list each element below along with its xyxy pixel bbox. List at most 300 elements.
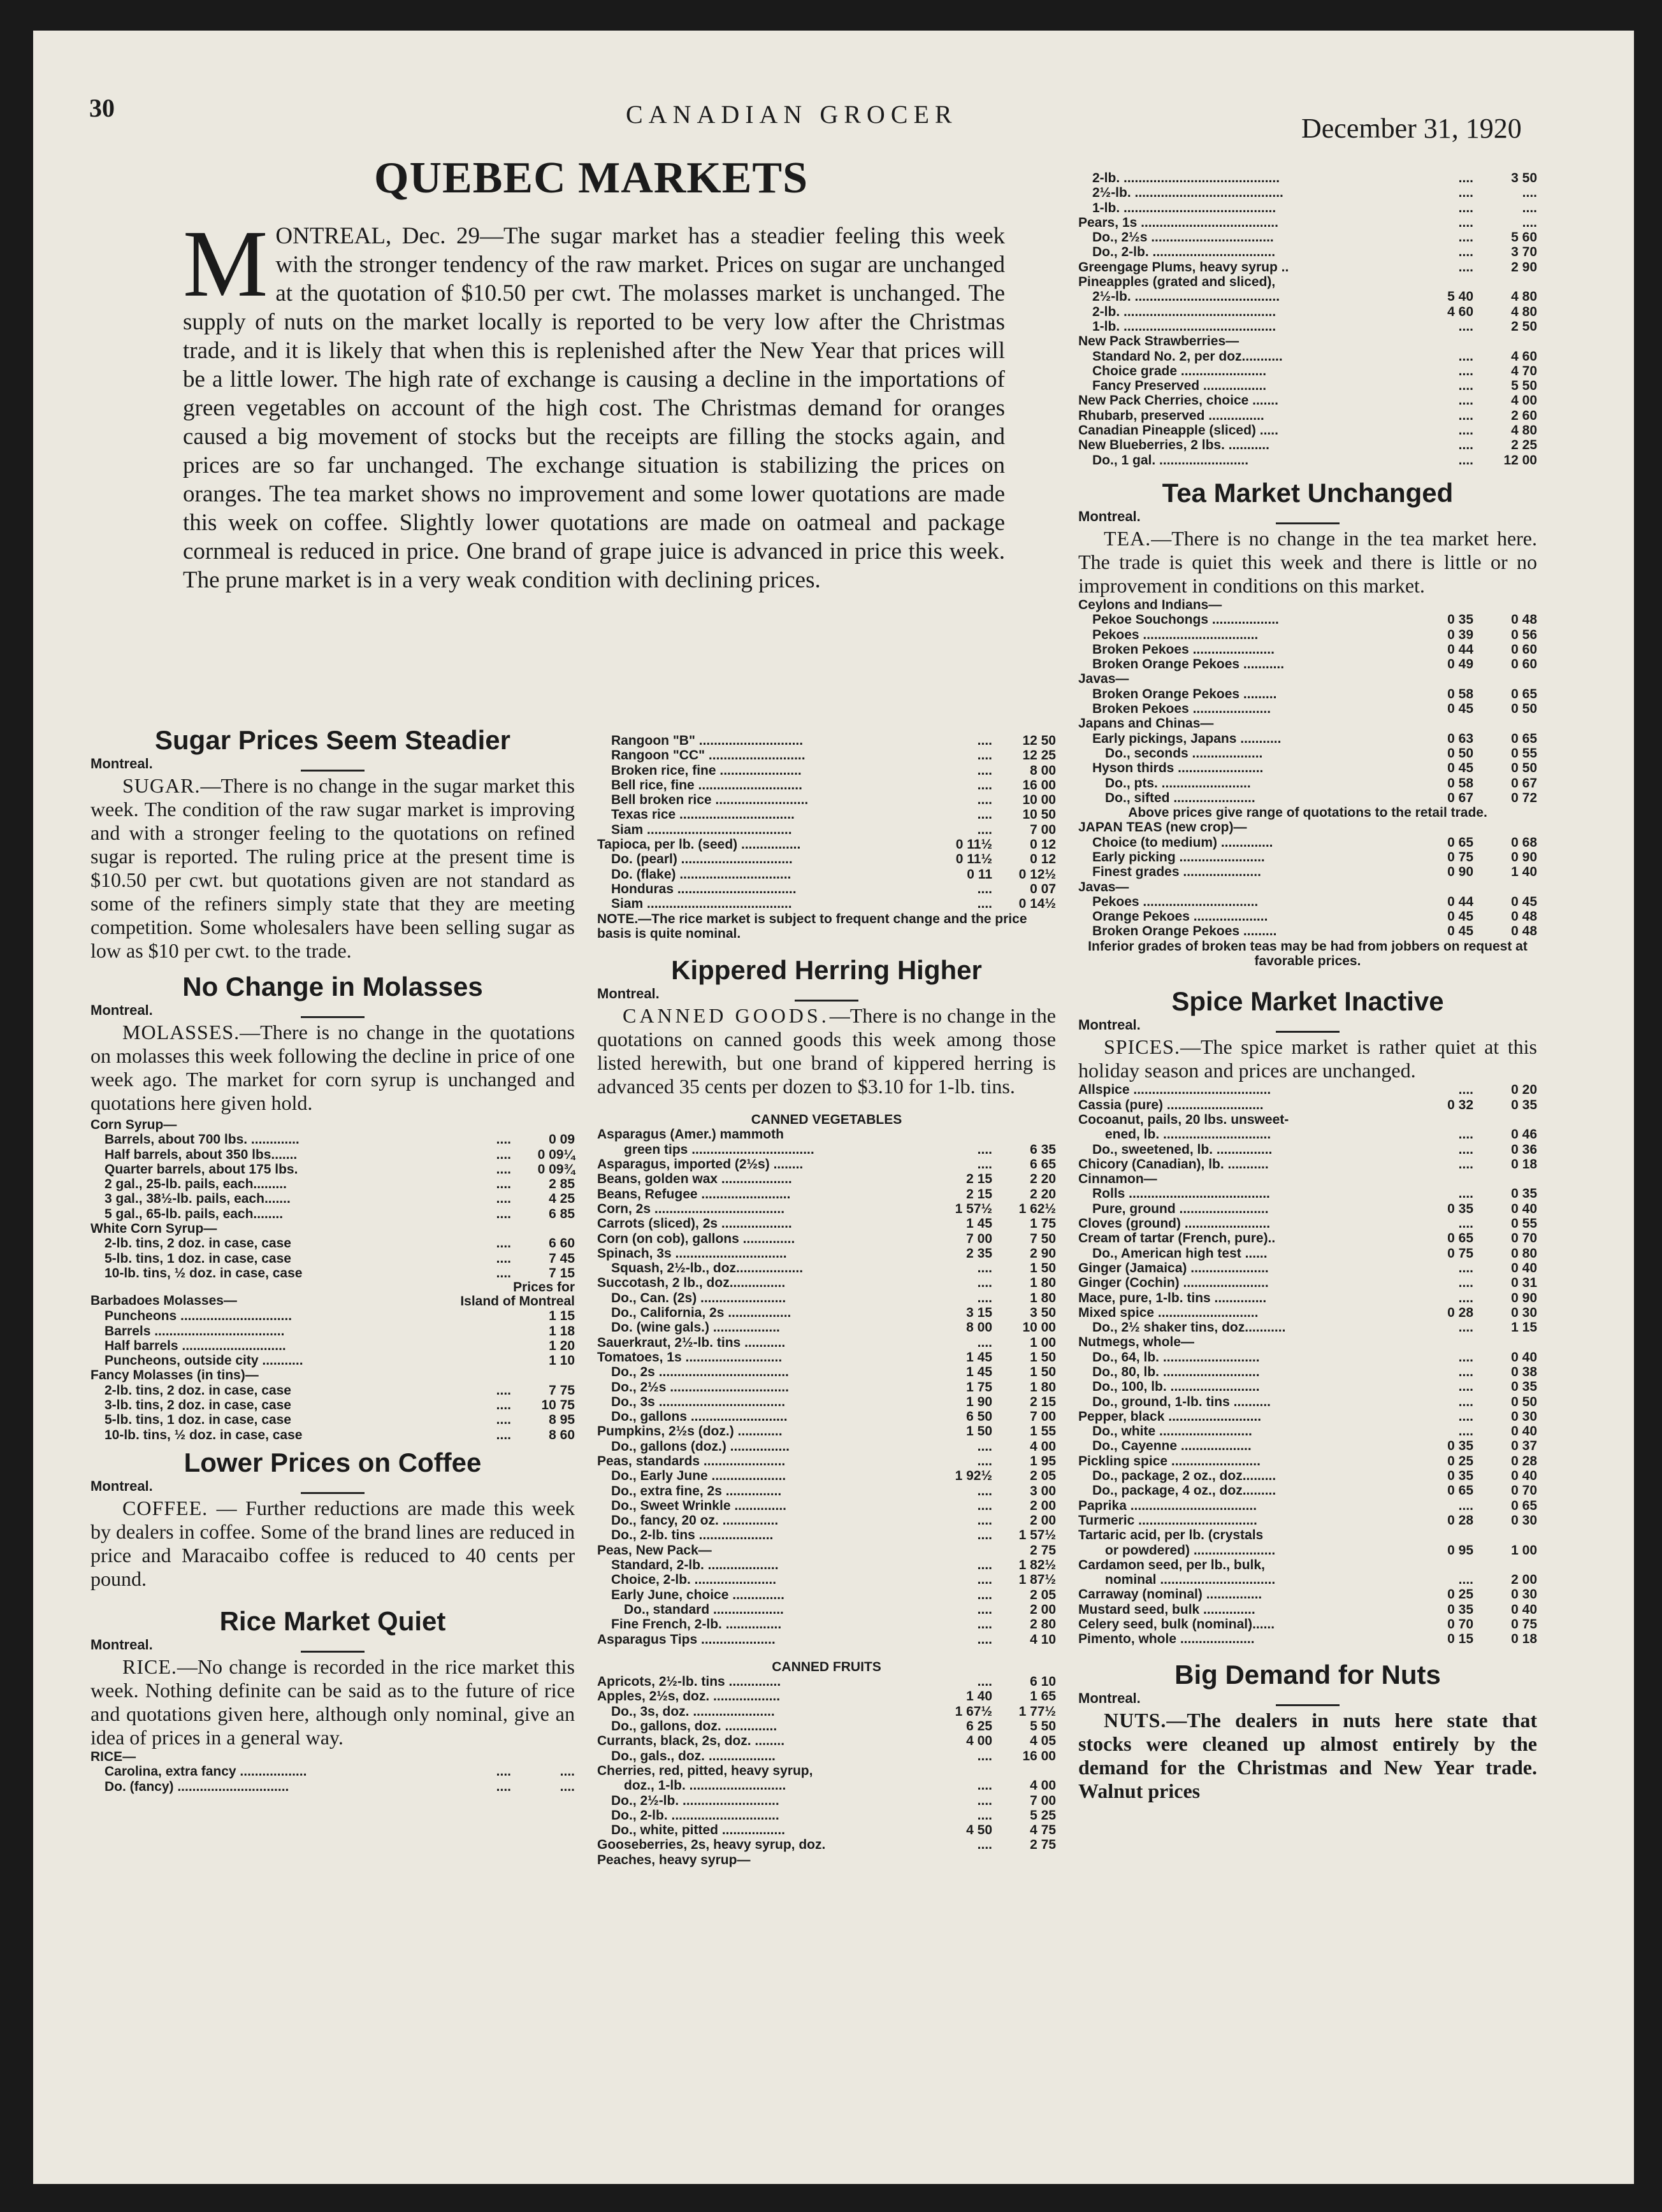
item-name: Do., standard ...................	[624, 1602, 784, 1617]
price-low: 2 15	[966, 1172, 992, 1187]
price-row	[90, 1266, 575, 1281]
price-high: 0 48	[1511, 909, 1537, 924]
price-row	[1078, 642, 1537, 657]
item-name: Do., 2-lb. .................................	[1092, 245, 1276, 260]
item-name: Hyson thirds .......................	[1092, 761, 1264, 776]
item-name: Do., 80, lb. ..........................	[1092, 1365, 1260, 1379]
price-low: 1 92½	[955, 1469, 992, 1484]
price-low: 1 45	[966, 1349, 992, 1365]
item-name: Celery seed, bulk (nominal)......	[1078, 1617, 1275, 1632]
item-name: Squash, 2½-lb., doz..................	[611, 1261, 804, 1276]
price-low: ....	[977, 1778, 992, 1793]
price-high: 12 25	[1022, 748, 1056, 763]
price-low: ....	[977, 793, 992, 808]
spice-price-table	[1078, 1082, 1537, 1646]
price-row	[1078, 909, 1537, 924]
price-high: 2 90	[1030, 1246, 1056, 1261]
price-low: 0 11½	[955, 837, 992, 852]
price-high	[1473, 1335, 1537, 1349]
price-row	[597, 1320, 1056, 1335]
price-row	[1078, 171, 1537, 185]
item-name: Cardamon seed, per lb., bulk,	[1078, 1557, 1265, 1572]
item-name: Barrels, about 700 lbs. .............	[105, 1132, 300, 1147]
price-low: 2 35	[966, 1246, 992, 1261]
price-low: 0 58	[1447, 775, 1473, 791]
issue-date: December 31, 1920	[1301, 113, 1522, 144]
item-name: Peas, New Pack—	[597, 1542, 712, 1558]
price-high	[1473, 880, 1537, 894]
item-name: Do., white .........................	[1092, 1424, 1252, 1439]
price-high	[1473, 1558, 1537, 1572]
price-high: 0 07	[1030, 881, 1056, 896]
price-row	[1078, 776, 1537, 791]
item-name: Pekoe Souchongs ..................	[1092, 612, 1279, 628]
price-low	[1403, 716, 1473, 731]
price-row	[1078, 201, 1537, 215]
price-low: ....	[496, 1251, 511, 1266]
price-high	[1473, 1172, 1537, 1186]
price-low: 6 25	[966, 1719, 992, 1734]
prices-header	[358, 1281, 575, 1309]
price-row	[1078, 1231, 1537, 1246]
canned-fruits-heading: CANNED FRUITS	[772, 1659, 881, 1674]
price-row	[597, 1793, 1056, 1808]
item-name: Do., gallons, doz. ..............	[611, 1719, 777, 1734]
price-high: 0 12	[1030, 852, 1056, 867]
item-name: green tips .................................	[624, 1142, 814, 1157]
price-row	[597, 1350, 1056, 1365]
price-low: 0 95	[1447, 1542, 1473, 1558]
price-row	[90, 1221, 575, 1236]
item-name: Do., ground, 1-lb. tins ..........	[1092, 1394, 1271, 1409]
price-high: 2 00	[1030, 1602, 1056, 1617]
item-name: Tomatoes, 1s ..........................	[597, 1349, 783, 1365]
price-low: ....	[496, 1427, 511, 1442]
price-low: ....	[977, 1498, 992, 1513]
price-high	[992, 1853, 1056, 1867]
item-name: Finest grades .....................	[1092, 865, 1261, 880]
price-row	[1078, 1572, 1537, 1587]
price-high: 0 40	[1511, 1260, 1537, 1275]
price-high	[511, 1117, 575, 1132]
price-low: 0 65	[1447, 835, 1473, 850]
item-name: 2½-lb. ........................................	[1092, 185, 1283, 201]
price-row	[1078, 1379, 1537, 1394]
item-name: Do., package, 2 oz., doz.........	[1092, 1469, 1276, 1484]
price-high: 6 65	[1030, 1157, 1056, 1172]
item-name: White Corn Syrup—	[90, 1221, 217, 1237]
price-high: 12 00	[1503, 452, 1537, 468]
price-row	[597, 867, 1056, 882]
price-high: 2 20	[1030, 1172, 1056, 1187]
price-high: 0 40	[1511, 1349, 1537, 1365]
price-low: ....	[496, 1147, 511, 1162]
price-high: ....	[1522, 215, 1537, 230]
price-high: 2 20	[1030, 1186, 1056, 1202]
price-low: 0 35	[1447, 612, 1473, 628]
price-low: 0 90	[1447, 865, 1473, 880]
price-high	[992, 1763, 1056, 1778]
price-high: 2 00	[1030, 1513, 1056, 1528]
item-name: Do., white, pitted .................	[611, 1823, 786, 1838]
price-low: ....	[496, 1265, 511, 1281]
divider	[301, 1651, 365, 1653]
price-row	[597, 1246, 1056, 1261]
price-low: ....	[977, 1558, 992, 1573]
price-row	[597, 1837, 1056, 1852]
price-row	[90, 1162, 575, 1177]
price-low: 0 70	[1447, 1617, 1473, 1632]
price-high: 4 25	[549, 1191, 575, 1207]
price-high: 16 00	[1022, 777, 1056, 793]
price-low	[454, 1309, 511, 1323]
price-high: 1 20	[549, 1338, 575, 1353]
price-row	[90, 1412, 575, 1427]
price-high: 0 38	[1511, 1365, 1537, 1379]
item-name: Allspice .....................................	[1078, 1082, 1271, 1098]
price-row	[1078, 1335, 1537, 1349]
price-high: 0 48	[1511, 612, 1537, 628]
price-high: 10 00	[1022, 793, 1056, 808]
price-high: 1 50	[1030, 1365, 1056, 1380]
price-row	[1078, 1483, 1537, 1498]
price-high: 2 60	[1511, 408, 1537, 423]
price-high: 0 09	[549, 1132, 575, 1147]
price-row	[1078, 1082, 1537, 1097]
item-name: nominal ...............................	[1105, 1572, 1276, 1588]
price-row	[597, 1454, 1056, 1469]
price-row	[1078, 275, 1537, 289]
item-name: Choice (to medium) ..............	[1092, 835, 1273, 850]
price-low: ....	[496, 1398, 511, 1413]
price-low: ....	[1458, 348, 1473, 364]
price-low: ....	[977, 1572, 992, 1588]
price-low: ....	[1458, 245, 1473, 260]
price-row	[597, 1853, 1056, 1867]
price-row	[597, 1305, 1056, 1320]
price-low: ....	[1458, 1260, 1473, 1275]
price-low: 0 67	[1447, 790, 1473, 805]
price-low	[454, 1324, 511, 1339]
price-row	[597, 1572, 1056, 1587]
price-high	[1473, 716, 1537, 731]
price-row	[90, 1779, 575, 1794]
item-name: Do., gallons ..........................	[611, 1409, 788, 1425]
item-name: Puncheons, outside city ...........	[105, 1353, 303, 1368]
rice-note: NOTE.—The rice market is subject to frequent change and the price basis is quite nominal.	[597, 911, 1027, 941]
price-low: 1 57½	[955, 1201, 992, 1216]
item-name: Do., 2½ shaker tins, doz...........	[1092, 1320, 1286, 1335]
price-high: 0 40	[1511, 1602, 1537, 1617]
price-low: 2 15	[966, 1186, 992, 1202]
item-name: Ginger (Cochin) .......................	[1078, 1275, 1269, 1291]
price-low: ....	[1458, 1572, 1473, 1588]
price-low	[1403, 1112, 1473, 1127]
price-row	[1078, 1528, 1537, 1542]
price-low: ....	[1458, 1424, 1473, 1439]
price-high: 8 00	[1030, 763, 1056, 778]
price-row	[597, 1808, 1056, 1823]
price-high: 1 10	[549, 1353, 575, 1368]
price-high: 8 60	[549, 1427, 575, 1442]
price-high: 7 75	[549, 1382, 575, 1398]
price-row	[90, 1383, 575, 1398]
price-row	[1078, 245, 1537, 259]
price-low: ....	[1458, 1498, 1473, 1513]
price-high: 0 68	[1511, 835, 1537, 850]
price-high: 0 40	[1511, 1424, 1537, 1439]
price-low: ....	[1458, 1186, 1473, 1202]
tea-headline: Tea Market Unchanged	[1162, 477, 1454, 508]
barbados-label: Barbadoes Molasses—	[90, 1293, 237, 1309]
price-high: 1 87½	[1018, 1572, 1056, 1588]
price-row	[1078, 319, 1537, 334]
price-high: 4 10	[1030, 1632, 1056, 1647]
price-low: 0 75	[1447, 849, 1473, 865]
item-name: Do., sifted ......................	[1105, 790, 1255, 805]
price-row	[597, 1513, 1056, 1528]
price-high: 1 65	[1030, 1689, 1056, 1704]
price-high: 0 30	[1511, 1512, 1537, 1528]
coffee-headline: Lower Prices on Coffee	[184, 1447, 482, 1477]
price-high	[1473, 275, 1537, 289]
price-row	[1078, 1395, 1537, 1409]
price-low: ....	[977, 733, 992, 748]
item-name: Half barrels, about 350 lbs.......	[105, 1147, 298, 1162]
item-name: Early June, choice ..............	[611, 1587, 784, 1602]
price-row	[1078, 438, 1537, 452]
price-high: 1 15	[1511, 1320, 1537, 1335]
price-high: 5 25	[1030, 1807, 1056, 1823]
price-high: 0 90	[1511, 1290, 1537, 1305]
price-row	[1078, 1513, 1537, 1528]
item-name: Barrels ...................................	[105, 1323, 285, 1339]
price-low: ....	[1458, 423, 1473, 438]
item-name: Mace, pure, 1-lb. tins ..............	[1078, 1290, 1267, 1305]
item-name: Nutmegs, whole—	[1078, 1335, 1195, 1350]
item-name: Gooseberries, 2s, heavy syrup, doz.	[597, 1837, 826, 1853]
item-name: Choice, 2-lb. ......................	[611, 1572, 777, 1588]
price-high	[1473, 672, 1537, 686]
price-high: 0 65	[1511, 686, 1537, 701]
price-low: 0 32	[1447, 1097, 1473, 1112]
rice-dateline: Montreal.	[90, 1636, 153, 1653]
price-row	[597, 1823, 1056, 1837]
item-name: Do., Can. (2s) .......................	[611, 1290, 786, 1305]
item-name: Do., American high test ......	[1092, 1246, 1268, 1261]
price-row	[1078, 260, 1537, 275]
price-high: 0 50	[1511, 701, 1537, 717]
price-low	[454, 1353, 511, 1368]
price-row	[1078, 185, 1537, 200]
price-low: ....	[977, 1439, 992, 1454]
item-name: Corn Syrup—	[90, 1117, 177, 1132]
price-high	[1473, 598, 1537, 612]
item-name: Do., package, 4 oz., doz.........	[1092, 1483, 1276, 1498]
price-row	[597, 1187, 1056, 1202]
herring-lead-word: CANNED GOODS.	[623, 1004, 830, 1028]
item-name: Texas rice ...............................	[611, 807, 795, 822]
canned-vegetables-heading: CANNED VEGETABLES	[751, 1112, 902, 1128]
item-name: Pekoes ...............................	[1092, 627, 1259, 642]
price-low: 1 75	[966, 1379, 992, 1395]
price-row	[1078, 865, 1537, 879]
price-row	[597, 748, 1056, 763]
price-row	[90, 1207, 575, 1221]
price-high	[1473, 820, 1537, 835]
price-high: 1 80	[1030, 1290, 1056, 1305]
price-high: 0 67	[1511, 775, 1537, 791]
price-high: 5 50	[1030, 1719, 1056, 1734]
price-high: 0 30	[1511, 1587, 1537, 1602]
price-high: 0 09¼	[537, 1147, 575, 1162]
price-high: 7 00	[1030, 1793, 1056, 1808]
price-low: ....	[1458, 452, 1473, 468]
price-high: 1 00	[1511, 1542, 1537, 1558]
item-name: Apples, 2½s, doz. ..................	[597, 1689, 781, 1704]
item-name: Do., extra fine, 2s ...............	[611, 1483, 782, 1498]
sugar-headline: Sugar Prices Seem Steadier	[155, 725, 510, 755]
item-name: Bell rice, fine ............................	[611, 777, 802, 793]
price-row	[1078, 378, 1537, 393]
item-name: Carraway (nominal) ...............	[1078, 1587, 1262, 1602]
price-low	[1403, 1172, 1473, 1186]
item-name: New Blueberries, 2 lbs. ...........	[1078, 438, 1269, 453]
item-name: Do., 2½s .................................	[1092, 230, 1274, 245]
sugar-lead-word: SUGAR.	[122, 774, 201, 797]
item-name: Do., California, 2s .................	[611, 1305, 791, 1321]
price-high: 1 80	[1030, 1275, 1056, 1291]
price-high: 2 90	[1511, 259, 1537, 275]
price-low: 1 90	[966, 1394, 992, 1409]
item-name: Broken Orange Pekoes .........	[1092, 924, 1277, 939]
price-high: 10 50	[1022, 807, 1056, 822]
price-high: 2 50	[1511, 319, 1537, 334]
price-low: 4 00	[966, 1734, 992, 1749]
item-name: Do., 1 gal. ........................	[1092, 452, 1249, 468]
price-high: 0 60	[1511, 642, 1537, 657]
price-row	[1078, 1632, 1537, 1646]
price-low: ....	[977, 1483, 992, 1498]
item-name: Pickling spice ........................	[1078, 1453, 1261, 1469]
item-name: Do., 2s ...................................	[611, 1365, 789, 1380]
canned-fruits-table	[597, 1674, 1056, 1867]
price-low: 0 65	[1447, 1483, 1473, 1498]
price-row	[1078, 1142, 1537, 1157]
price-low: 0 11½	[955, 852, 992, 867]
item-name: Mustard seed, bulk ..............	[1078, 1602, 1255, 1617]
price-low: ....	[977, 748, 992, 763]
divider	[1276, 1704, 1340, 1706]
price-high: 0 90	[1511, 849, 1537, 865]
price-low: 3 15	[966, 1305, 992, 1321]
rice-text: —No change is recorded in the rice market this week. Nothing definite can be said as to the future of rice and quotations given here, although only nominal, give an idea of prices in a general way.	[90, 1655, 575, 1749]
canned-fruits-table-continued	[1078, 171, 1537, 468]
price-high	[1473, 1528, 1537, 1542]
item-name: Mixed spice ...........................	[1078, 1305, 1259, 1320]
price-low: 0 45	[1447, 924, 1473, 939]
item-name: Javas—	[1078, 879, 1129, 894]
item-name: Sauerkraut, 2½-lb. tins ...........	[597, 1335, 786, 1350]
price-row	[90, 1428, 575, 1442]
item-name: Asparagus Tips ....................	[597, 1632, 776, 1647]
molasses-text: —There is no change in the quotations on molasses this week following the decline in price of one week ago. The market for corn syrup is unchanged and quotations here given hold.	[90, 1021, 575, 1114]
item-name: Apricots, 2½-lb. tins ..............	[597, 1674, 781, 1690]
coffee-paragraph	[90, 1497, 575, 1591]
item-name: Beans, Refugee ........................	[597, 1186, 791, 1202]
price-row	[597, 1439, 1056, 1454]
item-name: JAPAN TEAS (new crop)—	[1078, 820, 1247, 835]
price-high: 5 60	[1511, 230, 1537, 245]
price-low: ....	[1458, 363, 1473, 378]
price-high: 0 40	[1511, 1469, 1537, 1484]
price-low: ....	[977, 1453, 992, 1469]
price-low: 4 50	[966, 1823, 992, 1838]
price-row	[1078, 423, 1537, 438]
rice-lead-word: RICE.	[122, 1655, 177, 1678]
item-name: Rangoon "B" ............................	[611, 733, 804, 748]
price-high: 0 75	[1511, 1617, 1537, 1632]
molasses-dateline: Montreal.	[90, 1002, 153, 1018]
price-high: 2 00	[1030, 1498, 1056, 1513]
price-high: 0 12½	[1018, 866, 1056, 882]
item-name: Cloves (ground) .......................	[1078, 1216, 1271, 1232]
item-name: Carrots (sliced), 2s ...................	[597, 1216, 792, 1232]
price-row	[1078, 894, 1537, 909]
price-low: ....	[1458, 1379, 1473, 1395]
item-name: Peas, standards ......................	[597, 1453, 786, 1469]
price-low: ....	[496, 1236, 511, 1251]
price-low: 0 75	[1447, 1246, 1473, 1261]
item-name: Do. (flake) ..............................	[611, 866, 791, 882]
price-row	[1078, 1261, 1537, 1275]
price-row	[90, 1324, 575, 1339]
price-low: 0 58	[1447, 686, 1473, 701]
price-low: ....	[1458, 1216, 1473, 1232]
price-high: ....	[1522, 200, 1537, 215]
price-high: 0 28	[1511, 1453, 1537, 1469]
item-name: Greengage Plums, heavy syrup ..	[1078, 259, 1289, 275]
price-low: ....	[977, 1335, 992, 1350]
price-high: 16 00	[1022, 1748, 1056, 1763]
price-row	[597, 1543, 1056, 1558]
price-high: 1 82½	[1018, 1558, 1056, 1573]
price-row	[1078, 1202, 1537, 1216]
price-row	[90, 1764, 575, 1779]
price-low: ....	[977, 881, 992, 896]
item-name: RICE—	[90, 1749, 136, 1764]
price-row	[1078, 393, 1537, 408]
price-low: ....	[1458, 230, 1473, 245]
price-row	[1078, 1469, 1537, 1483]
tea-lead-word: TEA.	[1104, 526, 1152, 550]
item-name: Peaches, heavy syrup—	[597, 1852, 751, 1867]
price-low: 0 25	[1447, 1453, 1473, 1469]
price-low: 8 00	[966, 1320, 992, 1335]
price-low: ....	[1458, 171, 1473, 185]
price-row	[1078, 657, 1537, 672]
price-high: 4 80	[1511, 289, 1537, 305]
price-row	[1078, 628, 1537, 642]
item-name: 2-lb. tins, 2 doz. in case, case	[105, 1236, 291, 1251]
price-low	[922, 1543, 992, 1558]
item-name: Broken Orange Pekoes .........	[1092, 686, 1277, 701]
price-high: 7 45	[549, 1251, 575, 1266]
price-high: 0 18	[1511, 1632, 1537, 1647]
price-row	[597, 1528, 1056, 1542]
price-low	[1403, 1335, 1473, 1349]
sugar-paragraph	[90, 774, 575, 963]
